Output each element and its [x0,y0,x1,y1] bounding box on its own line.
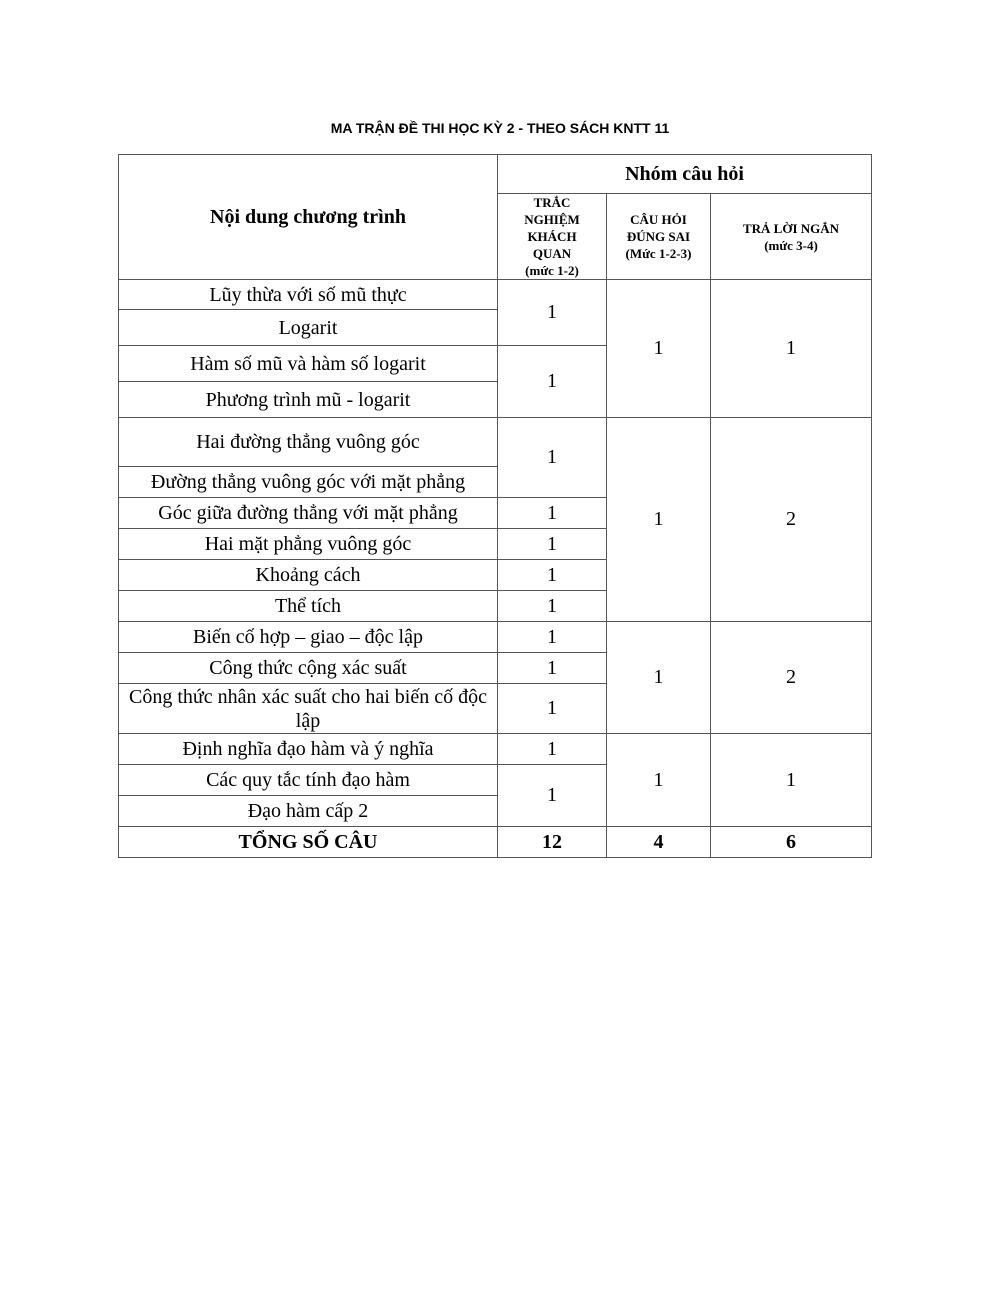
topic-cell: Góc giữa đường thẳng với mặt phẳng [119,498,498,529]
topic-cell: Công thức cộng xác suất [119,653,498,684]
topic-cell: Hai mặt phẳng vuông góc [119,529,498,560]
total-tn: 12 [498,827,607,858]
topic-cell: Lũy thừa với số mũ thực [119,280,498,310]
tn-count: 1 [498,653,607,684]
page-title: MA TRẬN ĐỀ THI HỌC KỲ 2 - THEO SÁCH KNTT 11 [330,120,670,136]
header-tn-line: NGHIỆM [524,212,580,227]
exam-matrix-table [118,154,872,858]
table-row [119,280,872,310]
tl-count: 1 [711,734,872,827]
header-tn-line: (mức 1-2) [525,263,579,278]
header-tn-line: QUAN [532,246,572,261]
header-short-answer [711,194,872,280]
tn-count: 1 [498,280,607,346]
tn-count: 1 [498,734,607,765]
tn-count: 1 [498,684,607,734]
header-true-false [607,194,711,280]
header-tl-line: TRẢ LỜI NGẮN [742,220,840,236]
topic-cell: Hai đường thẳng vuông góc [119,418,498,467]
topic-cell: Đạo hàm cấp 2 [119,796,498,827]
topic-cell: Hàm số mũ và hàm số logarit [119,346,498,382]
header-content: Nội dung chương trình [119,155,498,280]
header-multiple-choice [498,194,607,280]
ds-count: 1 [607,418,711,622]
total-row [119,827,872,858]
table-row [119,418,872,467]
tn-count: 1 [498,560,607,591]
ds-count: 1 [607,622,711,734]
header-row [119,155,872,194]
tl-count: 1 [711,280,872,418]
header-tl-line: (mức 3-4) [764,237,818,253]
topic-cell: Phương trình mũ - logarit [119,382,498,418]
tn-count: 1 [498,622,607,653]
topic-cell: Logarit [119,310,498,346]
tl-count: 2 [711,418,872,622]
header-ds-line: CÂU HỎI [630,212,687,227]
ds-count: 1 [607,280,711,418]
topic-cell: Đường thẳng vuông góc với mặt phẳng [119,467,498,498]
header-tn-line: KHÁCH [527,229,577,244]
tn-count: 1 [498,591,607,622]
topic-cell: Công thức nhân xác suất cho hai biến cố độc lập [119,684,498,734]
total-ds: 4 [607,827,711,858]
header-ds-line: (Mức 1-2-3) [625,246,692,261]
tn-count: 1 [498,498,607,529]
table-row [119,622,872,653]
tn-count: 1 [498,418,607,498]
tn-count: 1 [498,765,607,827]
total-tl: 6 [711,827,872,858]
tl-count: 2 [711,622,872,734]
topic-cell: Biến cố hợp – giao – độc lập [119,622,498,653]
header-question-group: Nhóm câu hỏi [498,155,872,194]
header-tn-line: TRẮC [533,195,571,210]
table-row [119,734,872,765]
ds-count: 1 [607,734,711,827]
tn-count: 1 [498,529,607,560]
topic-cell: Thể tích [119,591,498,622]
tn-count: 1 [498,346,607,418]
total-label: TỔNG SỐ CÂU [119,827,498,858]
topic-cell: Các quy tắc tính đạo hàm [119,765,498,796]
topic-cell: Khoảng cách [119,560,498,591]
header-ds-line: ĐÚNG SAI [626,229,691,244]
topic-cell: Định nghĩa đạo hàm và ý nghĩa [119,734,498,765]
